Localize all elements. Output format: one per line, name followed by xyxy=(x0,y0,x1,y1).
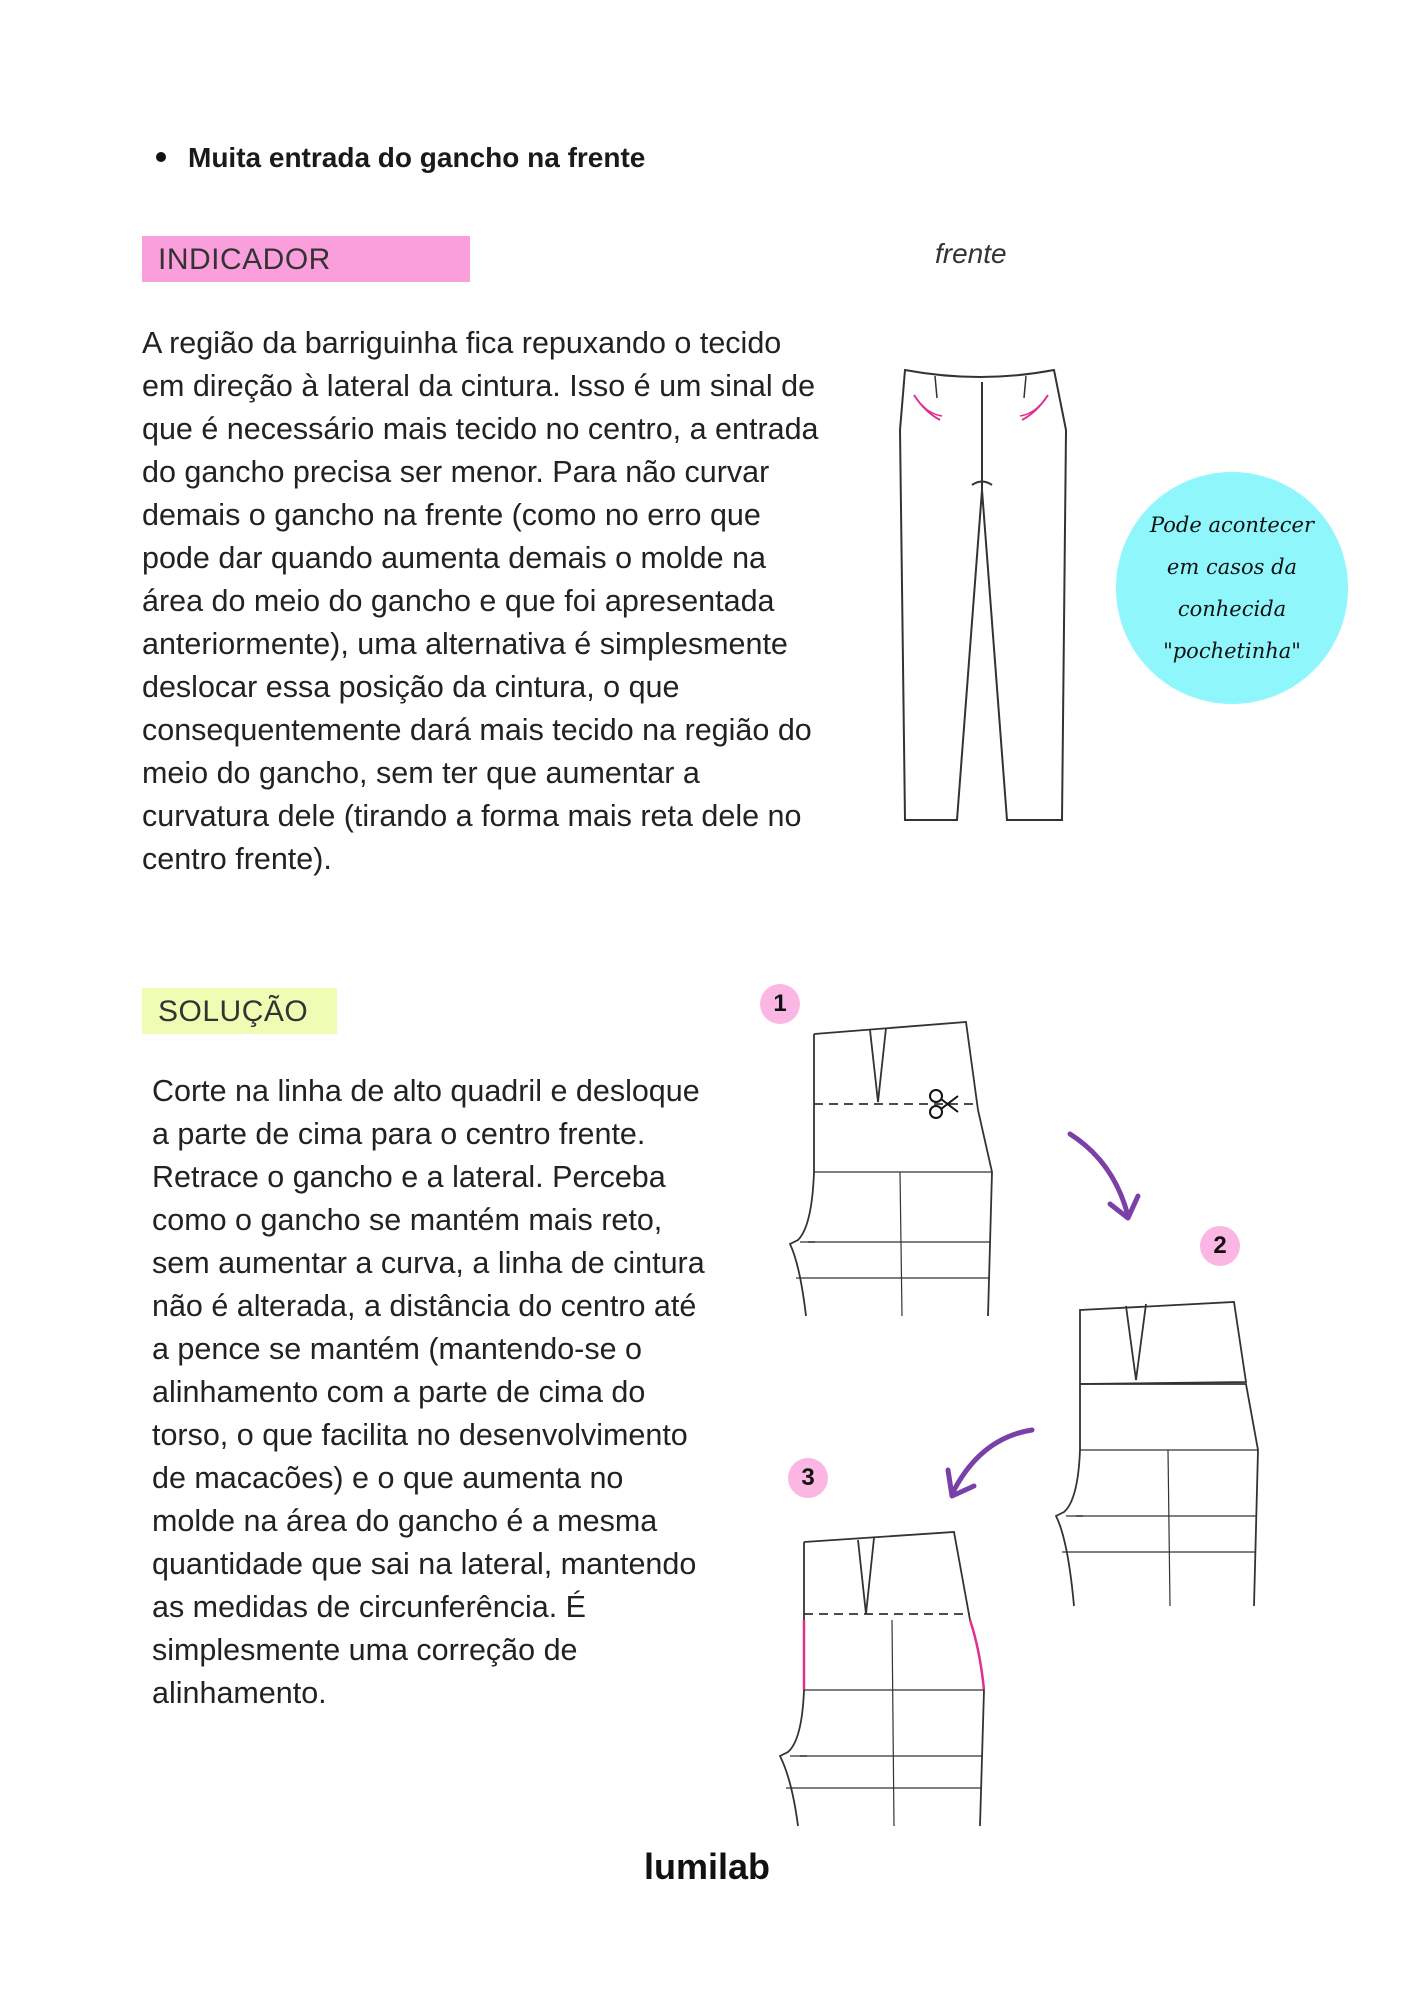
bullet-heading-text: Muita entrada do gancho na frente xyxy=(188,142,646,173)
indicator-tag: INDICADOR xyxy=(142,236,470,282)
step-badge-2: 2 xyxy=(1200,1226,1240,1266)
indicator-paragraph: A região da barriguinha fica repuxando o tecido em direção à lateral da cintura. Isso é um sinal de que é necessário mais tecido no centro, a entrada do gancho precisa ser menor. Para não curvar demais o gancho na frente (como no erro que pode dar quando aumenta demais o molde na área do meio do gancho e que foi apresentada anteriormente), uma alternativa é simplesmente deslocar essa posição da cintura, o que consequentemente dará mais tecido na região do meio do gancho, sem ter que aumentar a curvatura dele (tirando a forma mais reta dele no centro frente). xyxy=(142,326,819,876)
figure-label-frente: frente xyxy=(935,238,1007,269)
pattern-step-3 xyxy=(780,1532,984,1826)
pattern-step-1 xyxy=(790,1022,992,1316)
step-badge-1: 1 xyxy=(760,984,800,1024)
arrow-down-left-icon xyxy=(948,1430,1032,1496)
brand-logo: lumilab xyxy=(643,1846,771,1887)
solution-paragraph: Corte na linha de alto quadril e desloque a parte de cima para o centro frente. Retrace o gancho e a lateral. Perceba como o gancho se mantém mais reto, sem aumentar a curva, a linha de cintura não é alterada, a distância do centro até a pence se mantém (mantendo-se o alinhamento com a parte de cima do torso, o que facilita no desenvolvimento de macacões) e o que aumenta no molde na área do gancho é a mesma quantidade que sai na lateral, mantendo as medidas de circunferência. É simplesmente uma correção de alinhamento. xyxy=(152,1074,705,1710)
pattern-step-2 xyxy=(1056,1302,1258,1606)
step-badge-3: 3 xyxy=(788,1458,828,1498)
note-bubble-text: Pode acontecer em casos da conhecida "pochetinha" xyxy=(1149,513,1314,663)
trousers-front-illustration xyxy=(900,370,1066,820)
solution-tag: SOLUÇÃO xyxy=(142,988,337,1034)
arrow-down-right-icon xyxy=(1070,1134,1138,1218)
